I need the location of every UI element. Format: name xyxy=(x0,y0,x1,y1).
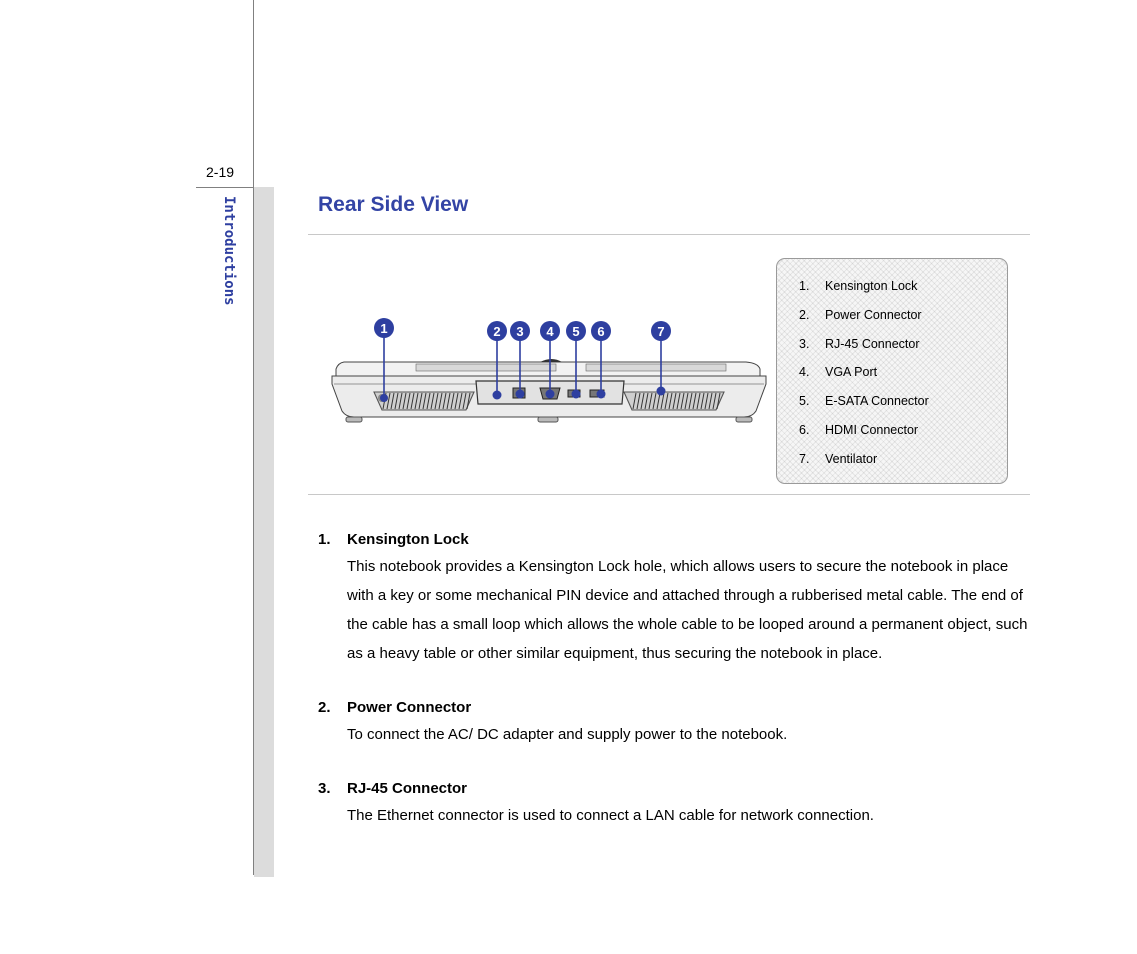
section-power-connector xyxy=(318,696,1038,749)
legend-number: 2. xyxy=(799,307,810,322)
callout-label: 2 xyxy=(493,324,501,339)
legend-label: Power Connector xyxy=(825,307,922,322)
callout-label: 6 xyxy=(597,324,605,339)
component-descriptions xyxy=(318,528,1038,830)
callout-label: 7 xyxy=(657,324,665,339)
legend-number: 7. xyxy=(799,451,810,466)
legend-label: Kensington Lock xyxy=(825,279,918,293)
legend-number: 5. xyxy=(799,394,810,409)
legend-number: 3. xyxy=(799,336,810,351)
chapter-sidebar xyxy=(254,187,274,877)
section-heading xyxy=(318,696,1038,720)
section-heading-text: Kensington Lock xyxy=(347,531,469,548)
legend-item xyxy=(799,279,929,308)
legend-list xyxy=(799,279,929,481)
divider-bottom xyxy=(308,494,1030,495)
divider-top xyxy=(308,234,1030,235)
legend-item xyxy=(799,452,929,481)
section-body: The Ethernet connector is used to connect a LAN cable for network connection. xyxy=(347,807,874,824)
section-heading xyxy=(318,528,1038,552)
legend-label: VGA Port xyxy=(825,365,878,380)
legend-item xyxy=(799,337,929,366)
callout-label: 4 xyxy=(546,324,554,339)
callout-label: 5 xyxy=(572,324,580,339)
laptop-rear-diagram xyxy=(326,314,772,426)
legend-label: Ventilator xyxy=(825,451,878,466)
section-number: 3. xyxy=(318,780,331,797)
legend-label: HDMI Connector xyxy=(825,422,919,437)
legend-item xyxy=(799,394,929,423)
page-number: 2-19 xyxy=(206,164,235,180)
callout-label: 1 xyxy=(380,321,388,336)
chapter-label: Introductions xyxy=(221,196,237,306)
callout-label: 3 xyxy=(516,324,524,339)
legend-label: RJ-45 Connector xyxy=(825,336,920,351)
legend-label: E-SATA Connector xyxy=(825,394,929,409)
page-number-rule xyxy=(196,187,254,188)
section-number: 1. xyxy=(318,531,331,548)
legend-item xyxy=(799,423,929,452)
legend-number: 1. xyxy=(799,279,810,293)
legend-item xyxy=(799,308,929,337)
section-heading-text: RJ-45 Connector xyxy=(347,780,468,797)
section-body: To connect the AC/ DC adapter and supply power to the notebook. xyxy=(347,726,788,743)
legend-number: 4. xyxy=(799,365,810,380)
section-body: This notebook provides a Kensington Lock hole, which allows users to secure the notebook in place with a key or some mechanical PIN device and attached through a rubberised metal cable. The end of the cable has a small loop which allows the whole cable to be looped around a permanent object, such as a heavy table or other similar equipment, thus securing the notebook in place. xyxy=(347,558,1028,662)
section-heading xyxy=(318,777,1038,801)
legend-number: 6. xyxy=(799,422,810,437)
section-heading-text: Power Connector xyxy=(347,699,472,716)
section-rj45-connector xyxy=(318,777,1038,830)
legend-item xyxy=(799,365,929,394)
section-title: Rear Side View xyxy=(318,193,469,216)
legend-box xyxy=(776,258,1008,484)
section-kensington-lock xyxy=(318,528,1038,668)
section-number: 2. xyxy=(318,699,331,716)
